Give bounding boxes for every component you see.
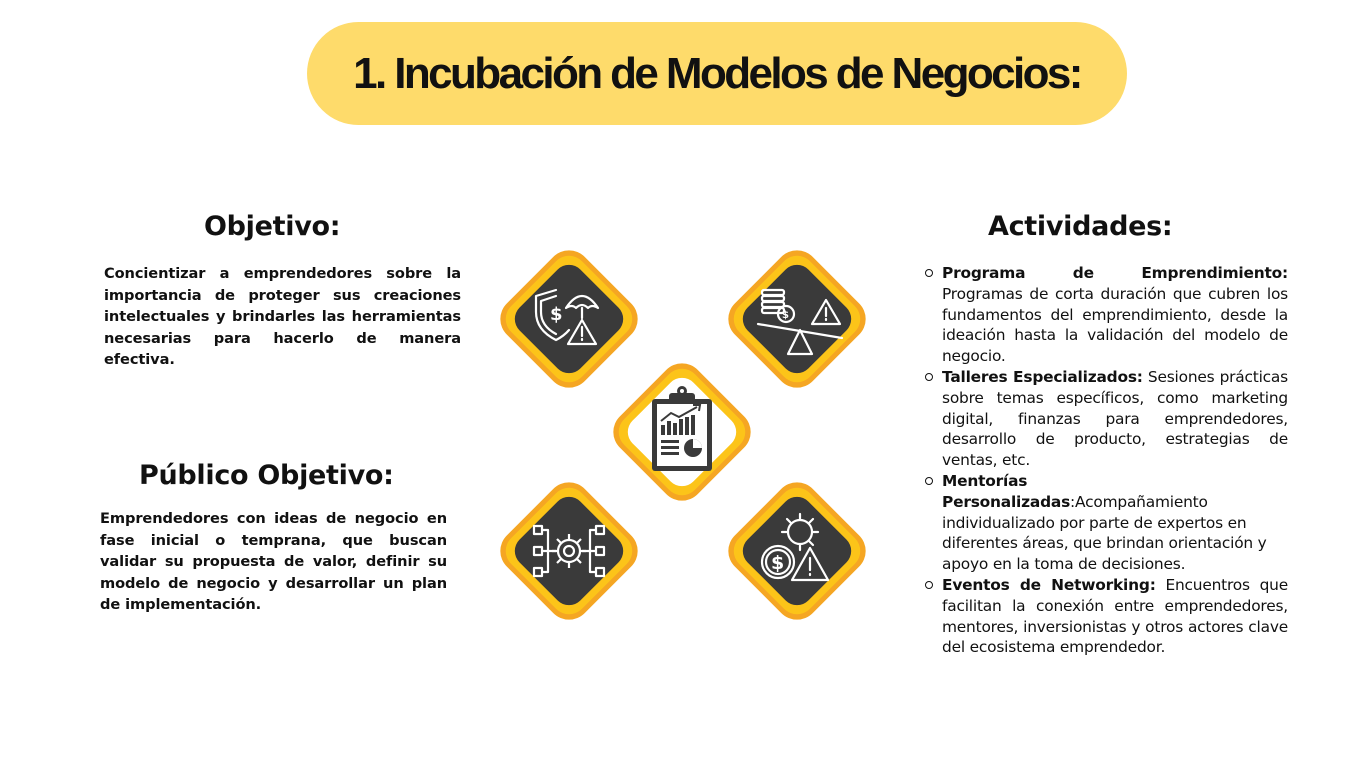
- item-title: Programa de Emprendimiento:: [942, 264, 1288, 282]
- objetivo-heading: Objetivo:: [204, 211, 341, 242]
- list-item: [922, 575, 1288, 658]
- page-title: 1. Incubación de Modelos de Negocios:: [353, 48, 1081, 98]
- item-text: Sesiones prácticas sobre temas específicos, como marketing digital, finanzas para emprendedores, desarrollo de producto, estrategias de ventas, etc.: [942, 367, 1288, 470]
- svg-text:$: $: [771, 552, 785, 574]
- item-title: Eventos de Networking:: [942, 575, 1156, 594]
- item-text: Acompañamiento individualizado por parte de expertos en diferentes áreas, que brindan orientación y apoyo en la toma de decisiones.: [942, 492, 1267, 574]
- diamond-bottom-right: [712, 466, 882, 636]
- svg-text:$: $: [550, 304, 563, 325]
- list-item: [922, 263, 1288, 367]
- diamond-bottom-left: [484, 466, 654, 636]
- list-item: Mentorías Personalizadas:Acompañamiento individualizado por parte de expertos en diferentes áreas, que brindan orientación y apoyo en la toma de decisiones.: [922, 471, 1288, 575]
- publico-text: Emprendedores con ideas de negocio en fase inicial o temprana, que buscan validar su propuesta de valor, definir su modelo de negocio y desarrollar un plan de implementación.: [100, 510, 447, 614]
- bullet-icon: [925, 373, 933, 381]
- item-title: Talleres Especializados:: [942, 367, 1143, 386]
- bullet-icon: [925, 269, 933, 277]
- actividades-list: [922, 263, 1288, 658]
- item-title: Mentorías Personalizadas: [942, 471, 1071, 511]
- actividades-heading: Actividades:: [988, 211, 1173, 242]
- item-text: Encuentros que facilitan la conexión entre emprendedores, mentores, inversionistas y otros actores clave del ecosistema emprendedor.: [942, 575, 1288, 657]
- title-banner: [307, 22, 1127, 125]
- bullet-icon: [925, 477, 933, 485]
- svg-text:$: $: [782, 310, 789, 321]
- item-text: Programas de corta duración que cubren los fundamentos del emprendimiento, desde la ideación hasta la validación del modelo de negocio.: [942, 284, 1288, 366]
- list-item: [922, 367, 1288, 471]
- publico-heading: Público Objetivo:: [139, 460, 394, 491]
- objetivo-text: Concientizar a emprendedores sobre la importancia de proteger sus creaciones intelectuales y brindarles las herramientas necesarias para hacerlo de manera efectiva.: [104, 265, 461, 369]
- bullet-icon: [925, 581, 933, 589]
